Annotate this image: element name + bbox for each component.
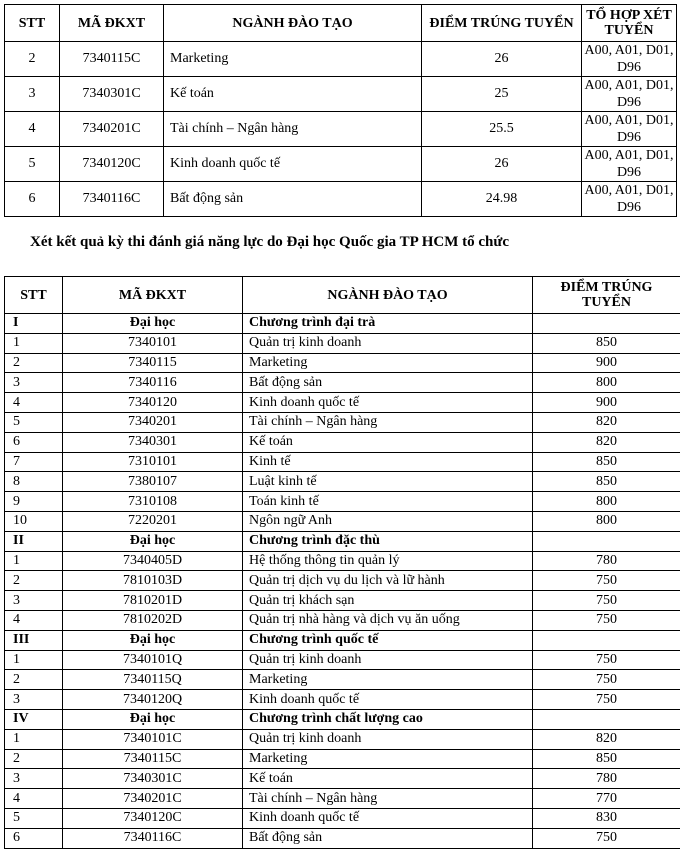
cell-code: 7340301 — [63, 432, 243, 452]
table-row — [5, 749, 680, 769]
table-row — [5, 373, 680, 393]
cell-score: 750 — [533, 610, 680, 630]
cell-stt: 9 — [5, 492, 63, 512]
admission-table-competency — [4, 276, 680, 849]
cell-stt: 3 — [5, 591, 63, 611]
cell-code: 7340201 — [63, 412, 243, 432]
cell-code: 7340101 — [63, 333, 243, 353]
cell-stt: 3 — [5, 77, 60, 112]
cell-code: 7340201C — [60, 112, 164, 147]
cell-code: 7340116 — [63, 373, 243, 393]
cell-combo: A00, A01, D01, D96 — [582, 77, 677, 112]
cell-code: 7340405D — [63, 551, 243, 571]
cell-stt: 6 — [5, 182, 60, 217]
cell-score — [533, 531, 680, 551]
cell-stt: 1 — [5, 650, 63, 670]
admission-table-scores — [4, 4, 677, 217]
table-row — [5, 412, 680, 432]
table-row — [5, 690, 680, 710]
cell-major: Quản trị khách sạn — [243, 591, 533, 611]
cell-stt: 3 — [5, 373, 63, 393]
cell-stt: 3 — [5, 769, 63, 789]
table-row — [5, 551, 680, 571]
cell-score: 830 — [533, 808, 680, 828]
cell-stt: 4 — [5, 112, 60, 147]
table-row — [5, 828, 680, 848]
cell-score: 25 — [422, 77, 582, 112]
cell-stt: 5 — [5, 147, 60, 182]
cell-code: 7340120 — [63, 393, 243, 413]
cell-stt: 2 — [5, 670, 63, 690]
table-row — [5, 393, 680, 413]
cell-score: 800 — [533, 511, 680, 531]
cell-major: Marketing — [243, 670, 533, 690]
cell-stt: 6 — [5, 828, 63, 848]
cell-stt: IV — [5, 709, 63, 729]
cell-score: 800 — [533, 373, 680, 393]
cell-code: 7310108 — [63, 492, 243, 512]
cell-score: 26 — [422, 147, 582, 182]
cell-score: 850 — [533, 749, 680, 769]
cell-stt: 1 — [5, 729, 63, 749]
cell-major: Kế toán — [164, 77, 422, 112]
cell-score: 820 — [533, 432, 680, 452]
cell-major: Chương trình chất lượng cao — [243, 709, 533, 729]
header-score: ĐIỂM TRÚNG TUYỂN — [422, 5, 582, 42]
cell-major: Marketing — [243, 353, 533, 373]
cell-code: Đại học — [63, 314, 243, 334]
cell-major: Chương trình quốc tế — [243, 630, 533, 650]
cell-stt: 6 — [5, 432, 63, 452]
cell-score — [533, 314, 680, 334]
table-row — [5, 591, 680, 611]
table-row — [5, 729, 680, 749]
cell-score — [533, 709, 680, 729]
cell-major: Bất động sản — [243, 373, 533, 393]
table-row — [5, 492, 680, 512]
cell-major: Marketing — [164, 42, 422, 77]
cell-combo: A00, A01, D01, D96 — [582, 112, 677, 147]
cell-major: Toán kinh tế — [243, 492, 533, 512]
cell-major: Tài chính – Ngân hàng — [164, 112, 422, 147]
cell-stt: 5 — [5, 808, 63, 828]
cell-major: Quản trị dịch vụ du lịch và lữ hành — [243, 571, 533, 591]
table-row — [5, 650, 680, 670]
cell-code: 7340116C — [60, 182, 164, 217]
cell-major: Tài chính – Ngân hàng — [243, 789, 533, 809]
cell-code: 7340301C — [63, 769, 243, 789]
cell-major: Bất động sản — [164, 182, 422, 217]
cell-major: Bất động sản — [243, 828, 533, 848]
cell-major: Kế toán — [243, 769, 533, 789]
cell-code: 7380107 — [63, 472, 243, 492]
group-row — [5, 630, 680, 650]
cell-stt: 2 — [5, 353, 63, 373]
cell-stt: 5 — [5, 412, 63, 432]
table-row — [5, 353, 680, 373]
cell-stt: 4 — [5, 789, 63, 809]
cell-stt: I — [5, 314, 63, 334]
cell-stt: 1 — [5, 551, 63, 571]
cell-major: Hệ thống thông tin quản lý — [243, 551, 533, 571]
cell-score: 24.98 — [422, 182, 582, 217]
header-code: MÃ ĐKXT — [60, 5, 164, 42]
cell-score: 750 — [533, 571, 680, 591]
cell-combo: A00, A01, D01, D96 — [582, 147, 677, 182]
table-row — [5, 808, 680, 828]
table-row — [5, 112, 677, 147]
cell-code: 7340115 — [63, 353, 243, 373]
cell-stt: II — [5, 531, 63, 551]
cell-code: 7810201D — [63, 591, 243, 611]
header-code: MÃ ĐKXT — [63, 277, 243, 314]
cell-score: 780 — [533, 551, 680, 571]
group-row — [5, 531, 680, 551]
cell-stt: 7 — [5, 452, 63, 472]
table-row — [5, 77, 677, 112]
cell-score: 780 — [533, 769, 680, 789]
cell-score: 26 — [422, 42, 582, 77]
table-row — [5, 472, 680, 492]
table-header-row — [5, 277, 680, 314]
cell-combo: A00, A01, D01, D96 — [582, 42, 677, 77]
cell-major: Chương trình đặc thù — [243, 531, 533, 551]
cell-score: 850 — [533, 333, 680, 353]
cell-code: 7340116C — [63, 828, 243, 848]
cell-major: Tài chính – Ngân hàng — [243, 412, 533, 432]
cell-score: 800 — [533, 492, 680, 512]
cell-major: Luật kinh tế — [243, 472, 533, 492]
cell-stt: 4 — [5, 610, 63, 630]
header-stt: STT — [5, 5, 60, 42]
group-row — [5, 314, 680, 334]
cell-major: Kinh doanh quốc tế — [243, 690, 533, 710]
cell-score: 900 — [533, 353, 680, 373]
cell-score: 25.5 — [422, 112, 582, 147]
cell-major: Ngôn ngữ Anh — [243, 511, 533, 531]
table-row — [5, 670, 680, 690]
table-row — [5, 182, 677, 217]
cell-code: 7340120C — [60, 147, 164, 182]
group-row — [5, 709, 680, 729]
cell-major: Kinh doanh quốc tế — [243, 393, 533, 413]
cell-score: 850 — [533, 472, 680, 492]
cell-score: 750 — [533, 690, 680, 710]
cell-stt: 2 — [5, 571, 63, 591]
cell-major: Kinh doanh quốc tế — [164, 147, 422, 182]
cell-score: 750 — [533, 650, 680, 670]
cell-code: 7310101 — [63, 452, 243, 472]
cell-major: Kinh doanh quốc tế — [243, 808, 533, 828]
cell-score: 750 — [533, 591, 680, 611]
cell-major: Quản trị kinh doanh — [243, 729, 533, 749]
section-title: Xét kết quả kỳ thi đánh giá năng lực do Đại học Quốc gia TP HCM tổ chức — [30, 234, 510, 250]
cell-code: Đại học — [63, 630, 243, 650]
cell-score: 750 — [533, 670, 680, 690]
cell-stt: 3 — [5, 690, 63, 710]
cell-code: 7340120C — [63, 808, 243, 828]
header-major: NGÀNH ĐÀO TẠO — [164, 5, 422, 42]
cell-code: 7810103D — [63, 571, 243, 591]
cell-code: 7340115Q — [63, 670, 243, 690]
table-row — [5, 432, 680, 452]
table-row — [5, 333, 680, 353]
cell-code: 7220201 — [63, 511, 243, 531]
table-row — [5, 511, 680, 531]
cell-code: 7340115C — [63, 749, 243, 769]
table-row — [5, 452, 680, 472]
header-stt: STT — [5, 277, 63, 314]
cell-stt: 1 — [5, 333, 63, 353]
table-row — [5, 789, 680, 809]
cell-stt: 2 — [5, 749, 63, 769]
cell-code: 7340101Q — [63, 650, 243, 670]
cell-score: 900 — [533, 393, 680, 413]
cell-stt: 2 — [5, 42, 60, 77]
cell-score: 750 — [533, 828, 680, 848]
table-row — [5, 769, 680, 789]
cell-stt: III — [5, 630, 63, 650]
cell-major: Kinh tế — [243, 452, 533, 472]
table-header-row — [5, 5, 677, 42]
cell-code: 7340115C — [60, 42, 164, 77]
cell-major: Quản trị kinh doanh — [243, 333, 533, 353]
cell-code: 7340101C — [63, 729, 243, 749]
cell-stt: 10 — [5, 511, 63, 531]
cell-code: 7340120Q — [63, 690, 243, 710]
table-row — [5, 571, 680, 591]
cell-stt: 4 — [5, 393, 63, 413]
header-major: NGÀNH ĐÀO TẠO — [243, 277, 533, 314]
cell-score: 820 — [533, 729, 680, 749]
cell-stt: 8 — [5, 472, 63, 492]
cell-code: 7340201C — [63, 789, 243, 809]
cell-major: Quản trị kinh doanh — [243, 650, 533, 670]
table-row — [5, 610, 680, 630]
cell-score: 850 — [533, 452, 680, 472]
cell-code: 7810202D — [63, 610, 243, 630]
header-combo: TỔ HỢP XÉT TUYỂN — [582, 5, 677, 42]
cell-major: Marketing — [243, 749, 533, 769]
cell-code: 7340301C — [60, 77, 164, 112]
cell-major: Chương trình đại trà — [243, 314, 533, 334]
cell-score — [533, 630, 680, 650]
cell-score: 770 — [533, 789, 680, 809]
cell-code: Đại học — [63, 531, 243, 551]
cell-major: Kế toán — [243, 432, 533, 452]
cell-major: Quản trị nhà hàng và dịch vụ ăn uống — [243, 610, 533, 630]
table-row — [5, 147, 677, 182]
table-row — [5, 42, 677, 77]
cell-score: 820 — [533, 412, 680, 432]
cell-combo: A00, A01, D01, D96 — [582, 182, 677, 217]
cell-code: Đại học — [63, 709, 243, 729]
header-score: ĐIỂM TRÚNG TUYỂN — [533, 277, 680, 314]
